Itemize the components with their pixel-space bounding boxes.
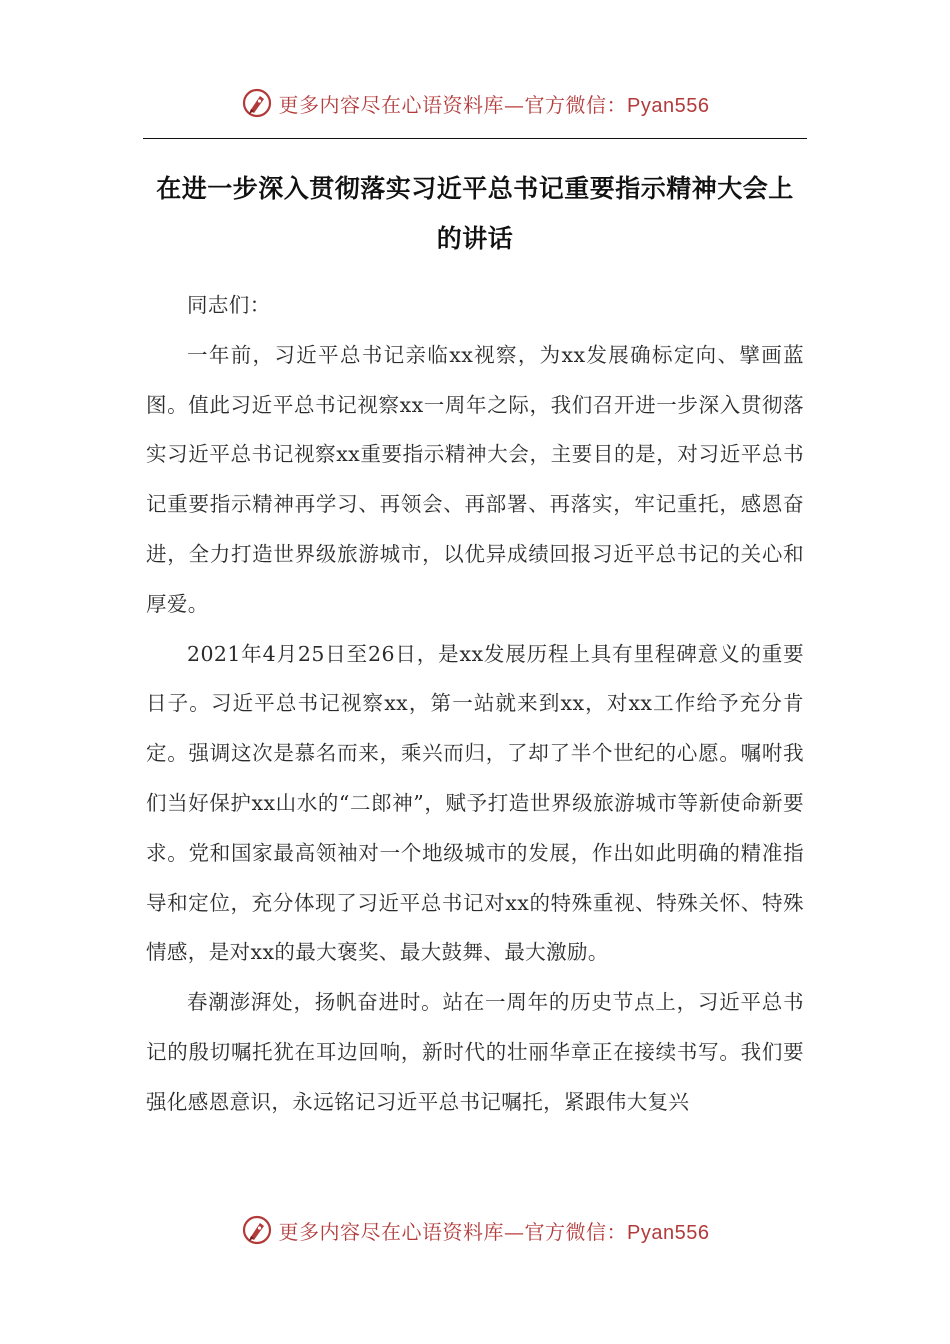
document-title xyxy=(143,164,807,264)
document-body xyxy=(146,281,804,1128)
paragraph: 2021年4月25日至26日，是xx发展历程上具有里程碑意义的重要日子。习近平总书记视察xx，第一站就来到xx，对xx工作给予充分肯定。强调这次是慕名而来，乘兴而归，了却了半个世纪的心愿。嘱咐我们当好保护xx山水的“二郎神”，赋予打造世界级旅游城市等新使命新要求。党和国家最高领袖对一个地级城市的发展，作出如此明确的精准指导和定位，充分体现了习近平总书记对xx的特殊重视、特殊关怀、特殊情感，是对xx的最大褒奖、最大鼓舞、最大激励。 xyxy=(146,641,804,965)
title-line-2: 的讲话 xyxy=(436,224,514,253)
header-divider xyxy=(143,138,807,139)
banner-cn: 更多内容尽在心语资料库—官方微信： xyxy=(278,92,628,117)
banner-text xyxy=(279,1216,710,1245)
banner-wechat-id: Pyan556 xyxy=(627,1221,710,1244)
banner-text xyxy=(279,89,710,118)
paragraph: 春潮澎湃处，扬帆奋进时。站在一周年的历史节点上，习近平总书记的殷切嘱托犹在耳边回响，新时代的壮丽华章正在接续书写。我们要强化感恩意识，永远铭记习近平总书记嘱托，紧跟伟大复兴 xyxy=(146,990,804,1114)
header-banner xyxy=(0,83,950,123)
banner-wechat-id: Pyan556 xyxy=(627,94,710,117)
banner-cn: 更多内容尽在心语资料库—官方微信： xyxy=(278,1219,628,1244)
paragraph-salutation: 同志们： xyxy=(187,293,271,317)
paragraph: 一年前，习近平总书记亲临xx视察，为xx发展确标定向、擘画蓝图。值此习近平总书记视察xx一周年之际，我们召开进一步深入贯彻落实习近平总书记视察xx重要指示精神大会，主要目的是，对习近平总书记重要指示精神再学习、再领会、再部署、再落实，牢记重托，感恩奋进，全力打造世界级旅游城市，以优异成绩回报习近平总书记的关心和厚爱。 xyxy=(146,342,804,616)
pen-nib-logo-icon xyxy=(241,87,273,119)
title-line-1: 在进一步深入贯彻落实习近平总书记重要指示精神大会上 xyxy=(156,174,794,203)
footer-banner xyxy=(0,1210,950,1250)
pen-nib-logo-icon xyxy=(241,1214,273,1246)
